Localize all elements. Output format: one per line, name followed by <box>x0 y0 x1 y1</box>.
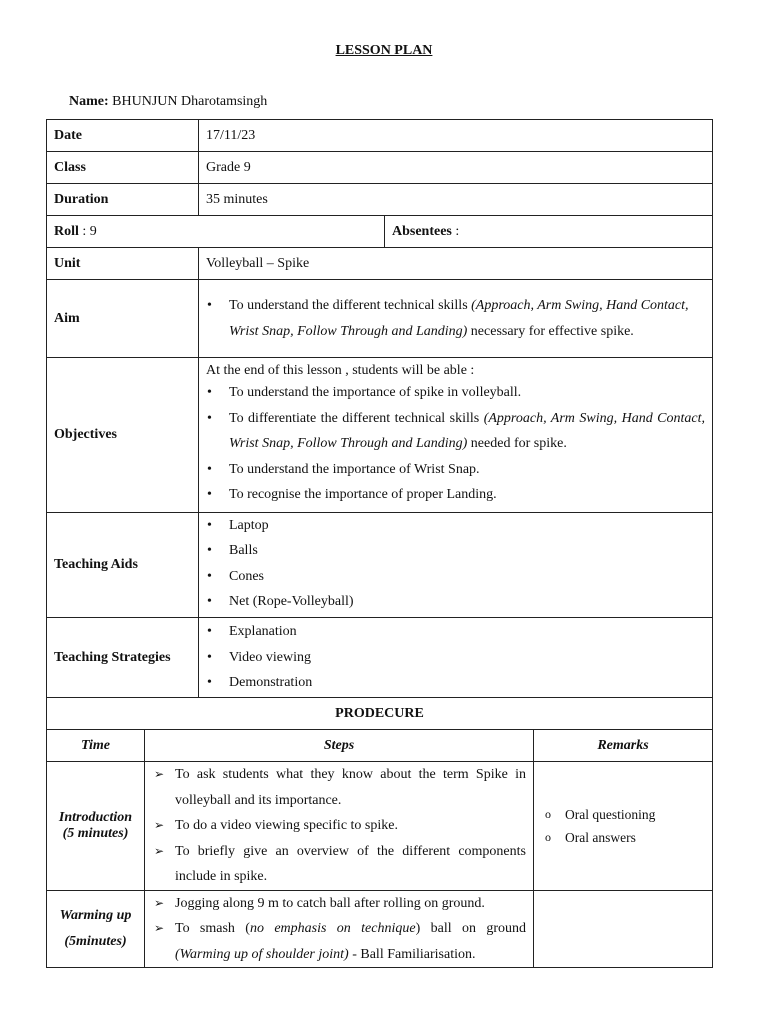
roll-label: Roll <box>54 223 79 239</box>
strategy-item: • Explanation <box>229 619 705 645</box>
step-item: ➢ Jogging along 9 m to catch ball after rolling on ground. <box>175 891 526 917</box>
teaching-aid-item: • Net (Rope-Volleyball) <box>229 589 705 615</box>
step-item: ➢ To briefly give an overview of the different components include in spike. <box>175 839 526 890</box>
row-aim <box>47 280 713 358</box>
teaching-aids-content <box>199 513 713 618</box>
row-roll-absentees <box>47 216 713 248</box>
aim-content <box>199 280 713 358</box>
strategy-item: • Demonstration <box>229 670 705 696</box>
unit-value: Volleyball – Spike <box>199 248 713 280</box>
teaching-aid-item: • Balls <box>229 538 705 564</box>
date-value: 17/11/23 <box>199 120 713 152</box>
row-class <box>47 152 713 184</box>
aim-label: Aim <box>47 280 199 358</box>
remark-item: o Oral questioning <box>565 803 705 826</box>
absentees-label: Absentees <box>392 223 452 239</box>
procedure-table <box>46 729 713 968</box>
objective-item: • To recognise the importance of proper Landing. <box>229 482 705 508</box>
row-date <box>47 120 713 152</box>
class-label: Class <box>47 152 199 184</box>
row-unit <box>47 248 713 280</box>
teaching-aid-item: • Laptop <box>229 513 705 539</box>
duration-label: Duration <box>47 184 199 216</box>
procedure-row-introduction <box>47 762 713 891</box>
teaching-strategies-label: Teaching Strategies <box>47 618 199 698</box>
aim-item: • To understand the different technical skills (Approach, Arm Swing, Hand Contact, Wrist Snap, Follow Through and Landing) necessary for effective spike. <box>229 293 705 344</box>
header-time: Time <box>47 730 145 762</box>
absentees-value: : <box>451 223 460 239</box>
objective-item: • To differentiate the different technical skills (Approach, Arm Swing, Hand Contact, Wrist Snap, Follow Through and Landing) needed for spike. <box>229 406 705 457</box>
procedure-row-warming-up <box>47 890 713 968</box>
remark-item: o Oral answers <box>565 826 705 849</box>
teacher-name <box>69 94 267 110</box>
teaching-strategies-content <box>199 618 713 698</box>
teaching-aids-label: Teaching Aids <box>47 513 199 618</box>
procedure-header-row <box>47 730 713 762</box>
name-value: BHUNJUN Dharotamsingh <box>112 94 268 109</box>
header-remarks: Remarks <box>534 730 713 762</box>
duration-value: 35 minutes <box>199 184 713 216</box>
header-steps: Steps <box>145 730 534 762</box>
row-duration <box>47 184 713 216</box>
step-item: ➢ To smash (no emphasis on technique) ball on ground (Warming up of shoulder joint) - Ball Familiarisation. <box>175 916 526 967</box>
date-label: Date <box>47 120 199 152</box>
objective-item: • To understand the importance of Wrist Snap. <box>229 457 705 483</box>
page-title: LESSON PLAN <box>335 43 433 58</box>
unit-label: Unit <box>47 248 199 280</box>
step-item: ➢ To ask students what they know about the term Spike in volleyball and its importance. <box>175 762 526 813</box>
objective-item: • To understand the importance of spike in volleyball. <box>229 380 705 406</box>
row-teaching-aids <box>47 513 713 618</box>
row-teaching-strategies <box>47 618 713 698</box>
time-warming-up: Warming up (5minutes) <box>47 890 145 968</box>
teaching-aid-item: • Cones <box>229 564 705 590</box>
remarks-introduction <box>534 762 713 891</box>
roll-value: : 9 <box>78 223 97 239</box>
remarks-warming-up <box>534 890 713 968</box>
step-item: ➢ To do a video viewing specific to spike. <box>175 813 526 839</box>
absentees-cell <box>385 216 713 248</box>
row-objectives <box>47 358 713 513</box>
name-label: Name: <box>69 94 109 109</box>
steps-introduction <box>145 762 534 891</box>
row-procedure-heading <box>47 698 713 730</box>
roll-cell <box>47 216 385 248</box>
time-introduction: Introduction (5 minutes) <box>47 762 145 891</box>
lesson-info-table <box>46 119 713 730</box>
objectives-label: Objectives <box>47 358 199 513</box>
objectives-intro: At the end of this lesson , students will be able : <box>206 363 475 379</box>
procedure-heading: PRODECURE <box>47 698 713 730</box>
steps-warming-up <box>145 890 534 968</box>
class-value: Grade 9 <box>199 152 713 184</box>
strategy-item: • Video viewing <box>229 645 705 671</box>
objectives-content <box>199 358 713 513</box>
